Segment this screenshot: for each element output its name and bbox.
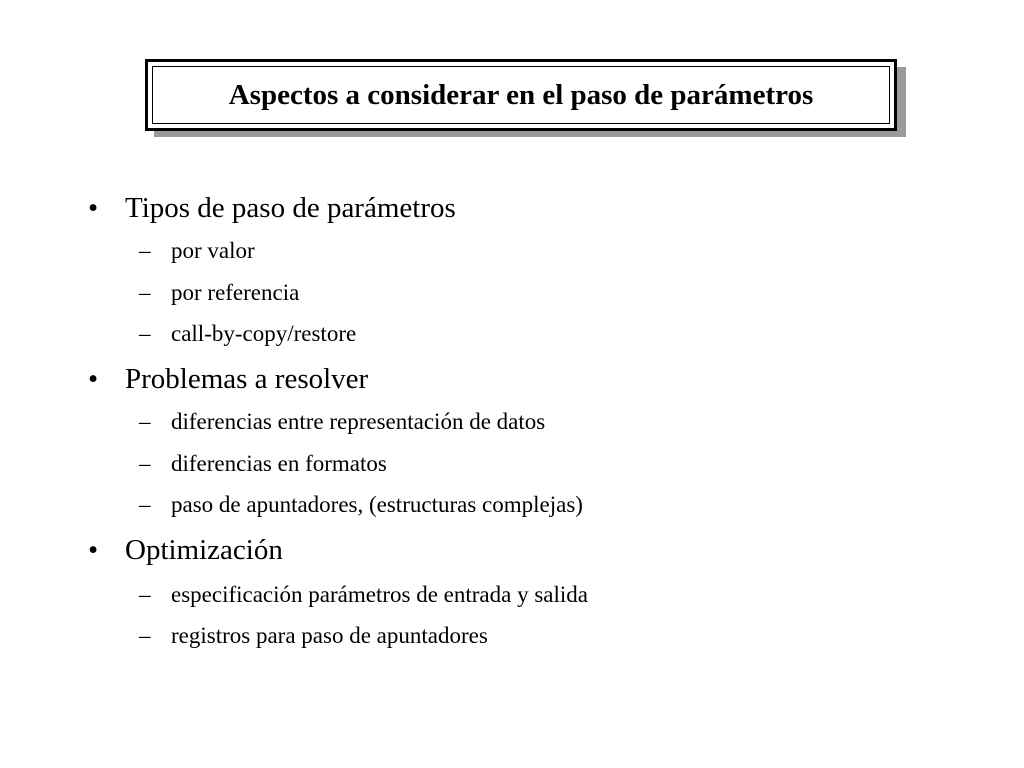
dash-marker: – [139,582,151,607]
bullet-marker: • [88,192,99,224]
slide-title: Aspectos a considerar en el paso de parámetros [228,78,814,111]
list-item-text: call-by-copy/restore [171,321,357,346]
list-item-text: Problemas a resolver [125,363,369,395]
dash-marker: – [139,321,151,346]
dash-marker: – [139,280,151,305]
dash-marker: – [139,492,151,517]
list-item-text: Optimización [125,534,283,566]
dash-marker: – [139,409,151,434]
list-item-text: Tipos de paso de parámetros [125,192,456,224]
dash-marker: – [139,623,151,648]
dash-marker: – [139,451,151,476]
list-item-text: registros para paso de apuntadores [171,623,488,648]
list-item-text: paso de apuntadores, (estructuras complejas) [171,492,583,517]
bullet-marker: • [88,363,99,395]
list-item-text: por valor [171,238,255,263]
list-item-text: diferencias en formatos [171,451,387,476]
list-item-text: por referencia [171,280,300,305]
list-item-text: diferencias entre representación de datos [171,409,546,434]
dash-marker: – [139,238,151,263]
bullet-marker: • [88,534,99,566]
list-item-text: especificación parámetros de entrada y salida [171,582,588,607]
